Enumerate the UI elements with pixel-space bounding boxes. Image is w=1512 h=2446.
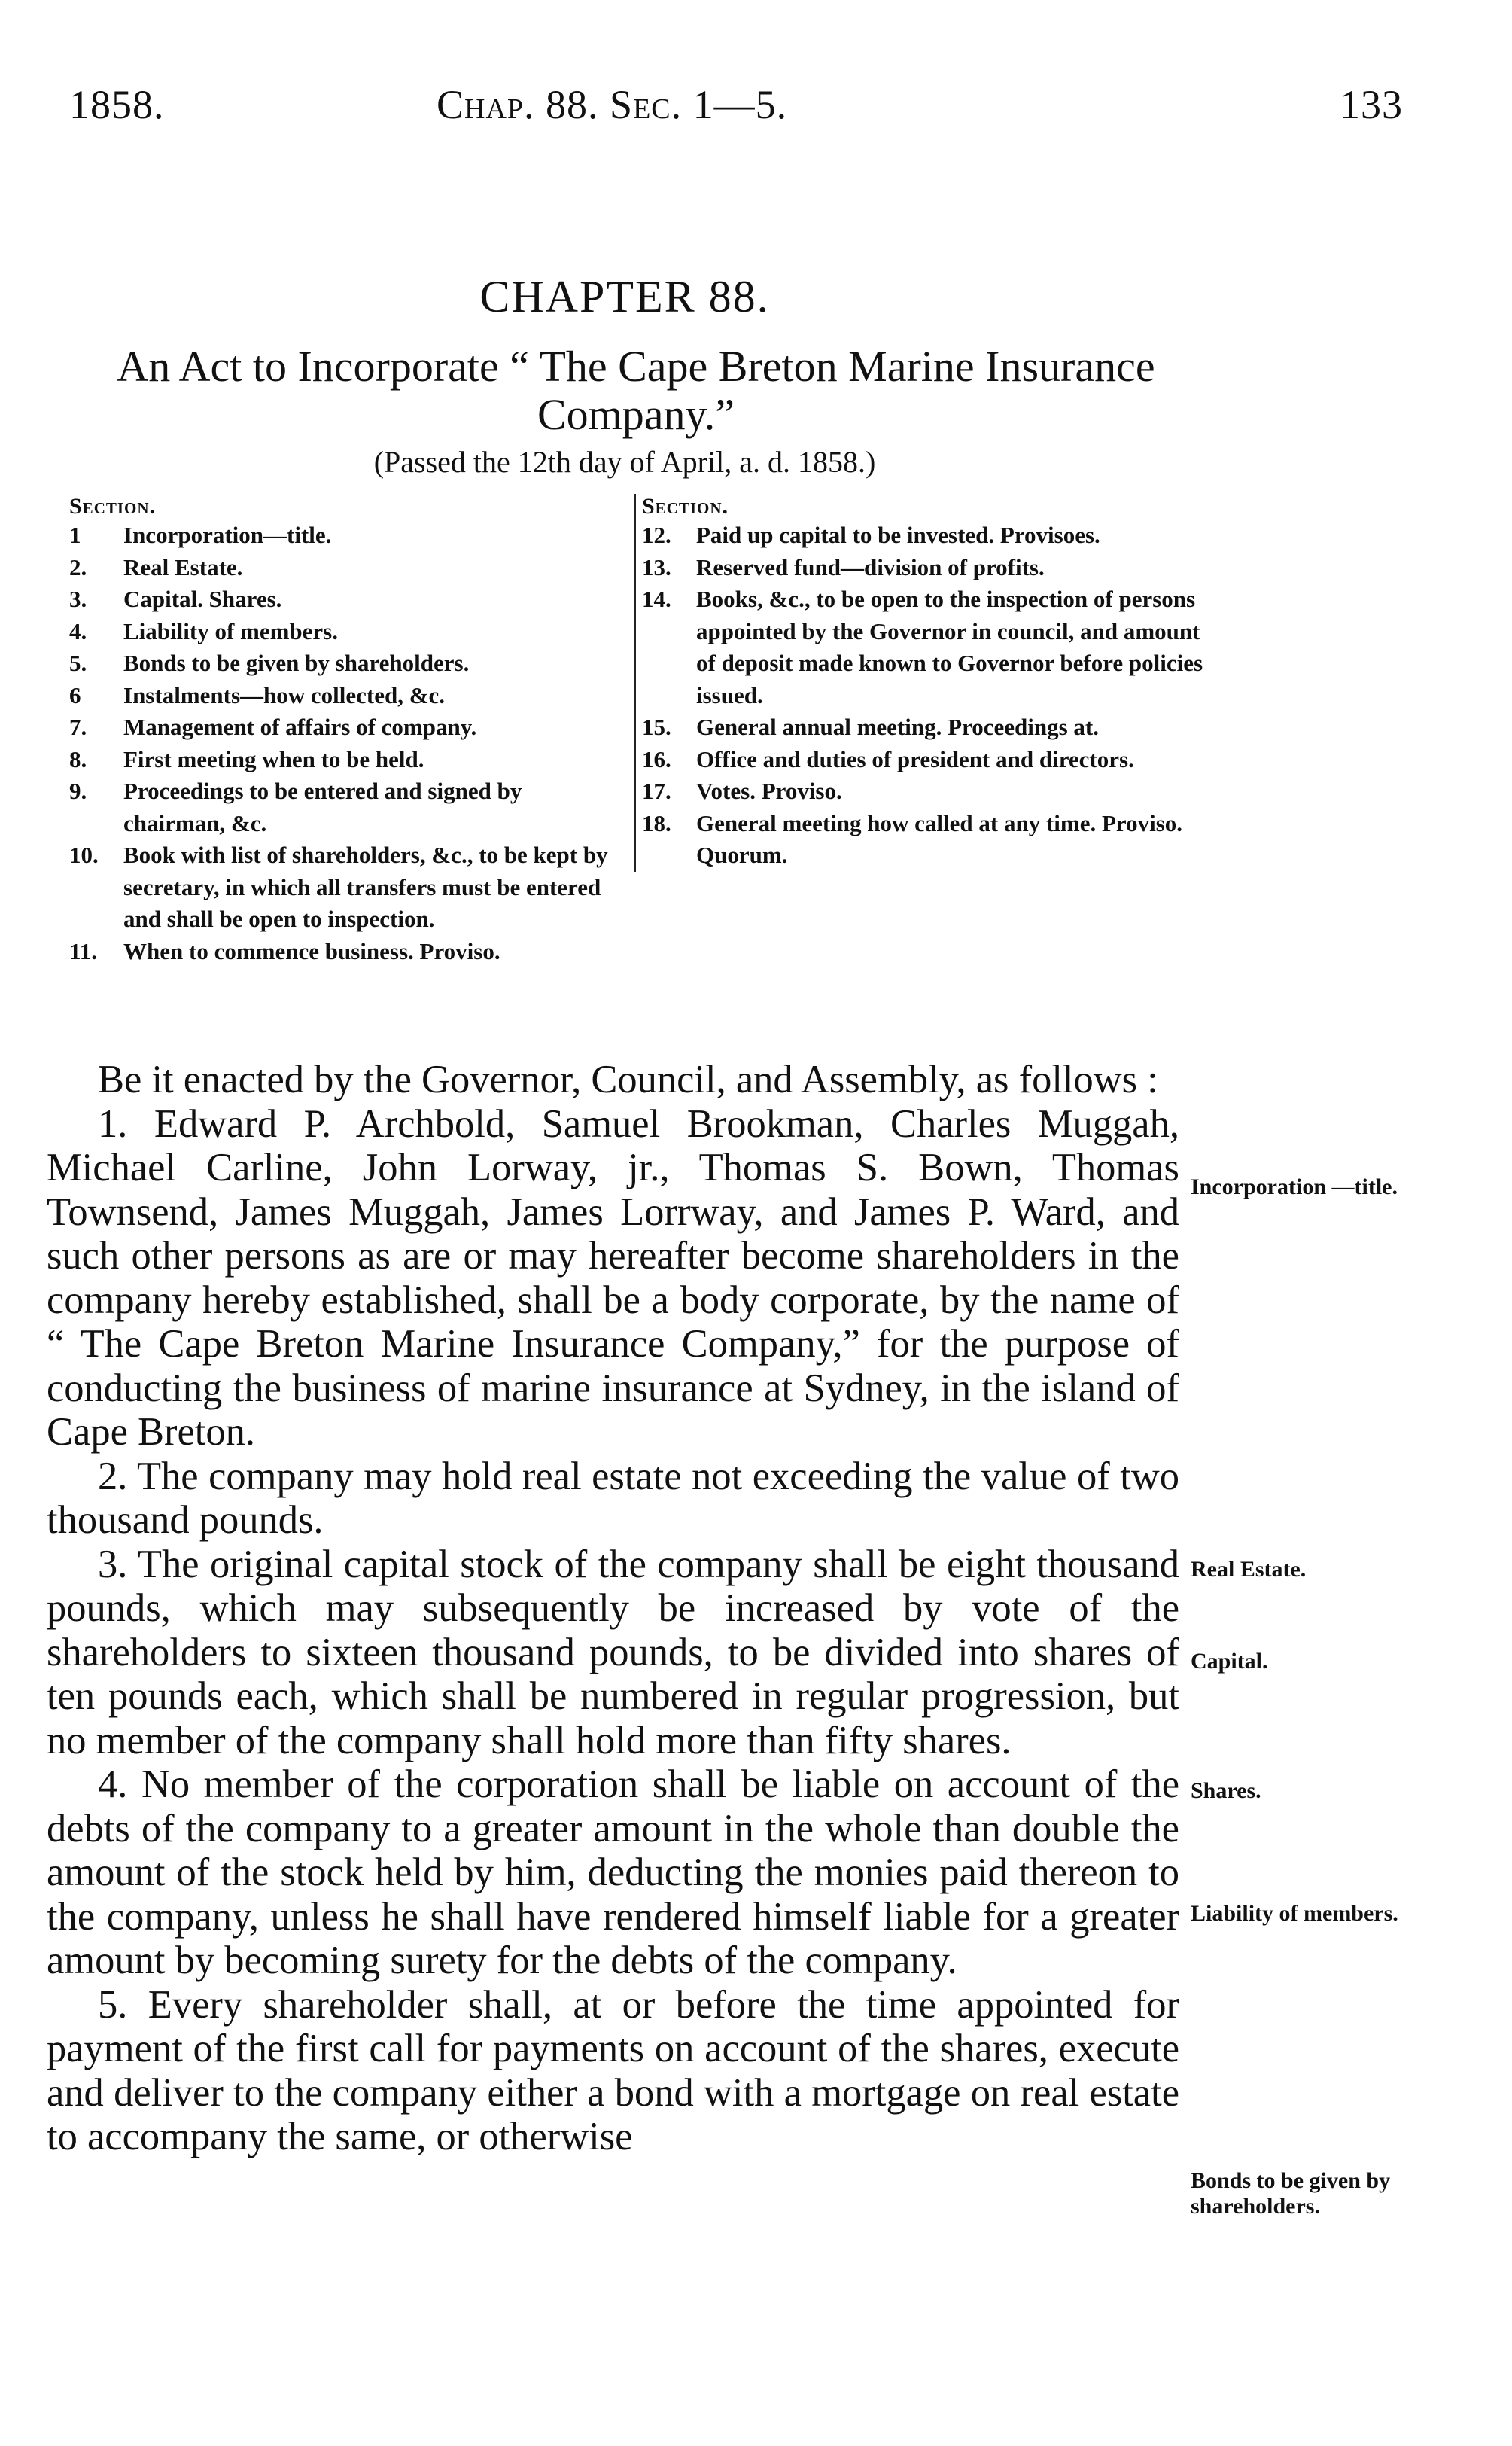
section-paragraph bbox=[47, 1102, 1179, 1455]
section-paragraph bbox=[47, 1762, 1179, 1983]
margin-note-bonds: Bonds to be given by shareholders. bbox=[1191, 2168, 1391, 2219]
section-index-text: Incorporation—title. bbox=[123, 522, 332, 548]
section-index-text: Votes. Proviso. bbox=[696, 778, 842, 804]
section-index-number: 7. bbox=[69, 714, 87, 740]
section-index-heading: Section. bbox=[69, 494, 157, 519]
section-index-text: Instalments—how collected, &c. bbox=[123, 681, 446, 708]
section-index-text: Bonds to be given by shareholders. bbox=[123, 650, 470, 676]
chapter-title: CHAPTER 88. bbox=[479, 272, 770, 321]
section-text: Edward P. Archbold, Samuel Brookman, Charles Muggah, Michael Carline, John Lorway, jr., Thomas S. Bown, Thomas Townsend, James Muggah, James Lorrway, and James P. Ward, and such other persons as are or may hereafter become shareholders in the company hereby established, shall be a body corporate, by the name of “ The Cape Breton Marine Insurance Company,” for the purpose of conducting the business of marine insurance at Sydney, in the island of Cape Breton. bbox=[47, 1101, 1179, 1454]
section-index-number: 14. bbox=[642, 586, 671, 612]
page-number: 133 bbox=[1340, 82, 1403, 127]
passed-date: (Passed the 12th day of April, a. d. 1858.) bbox=[373, 445, 876, 479]
section-index-entry bbox=[69, 583, 619, 616]
section-index-number: 13. bbox=[642, 553, 671, 580]
section-index-entry bbox=[642, 583, 1214, 711]
section-text: The company may hold real estate not exceeding the value of two thousand pounds. bbox=[47, 1454, 1179, 1542]
section-index-heading: Section. bbox=[642, 494, 729, 519]
section-index-number: 5. bbox=[69, 650, 87, 676]
section-number: 1. bbox=[98, 1101, 128, 1146]
section-index-text: Liability of members. bbox=[123, 617, 338, 644]
margin-note-incorporation: Incorporation —title. bbox=[1191, 1174, 1398, 1199]
section-index-text: General meeting how called at any time. Proviso. Quorum. bbox=[696, 809, 1183, 868]
section-index-text: Real Estate. bbox=[123, 553, 243, 580]
section-index-entry bbox=[69, 775, 619, 839]
section-index-number: 8. bbox=[69, 745, 87, 772]
section-index-number: 11. bbox=[69, 937, 98, 964]
section-index-entry bbox=[69, 519, 619, 552]
header-year: 1858. bbox=[69, 82, 165, 127]
section-index-number: 9. bbox=[69, 778, 87, 804]
section-index-entry bbox=[642, 744, 1214, 776]
enacting-clause: Be it enacted by the Governor, Council, and Assembly, as follows : bbox=[98, 1058, 1158, 1101]
section-index-number: 2. bbox=[69, 553, 87, 580]
section-index-number: 10. bbox=[69, 842, 99, 868]
section-paragraph bbox=[47, 1543, 1179, 1763]
section-index-entry bbox=[69, 936, 619, 968]
section-index-number: 4. bbox=[69, 617, 87, 644]
section-index-entry bbox=[642, 552, 1214, 584]
section-index-text: Proceedings to be entered and signed by chairman, &c. bbox=[123, 778, 522, 836]
section-index-number: 12. bbox=[642, 522, 671, 548]
section-index-entry bbox=[69, 552, 619, 584]
section-number: 2. bbox=[98, 1454, 128, 1498]
act-title: An Act to Incorporate “ The Cape Breton Marine Insurance Company.” bbox=[117, 342, 1155, 439]
section-index-entry bbox=[69, 744, 619, 776]
section-index-text: General annual meeting. Proceedings at. bbox=[696, 714, 1099, 740]
section-text: Every shareholder shall, at or before the time appointed for payment of the first call for payments on account of the shares, execute and deliver to the company either a bond with a mortgage on real estate to accompany the same, or otherwise bbox=[47, 1982, 1180, 2158]
section-index-entry bbox=[69, 680, 619, 712]
section-index-number: 17. bbox=[642, 778, 671, 804]
section-index-text: Office and duties of president and directors. bbox=[696, 745, 1134, 772]
section-index-entry bbox=[69, 616, 619, 648]
section-index-entry bbox=[69, 711, 619, 744]
section-index-text: Capital. Shares. bbox=[123, 586, 282, 612]
section-text: The original capital stock of the company shall be eight thousand pounds, which may subsequently be increased by vote of the shareholders to sixteen thousand pounds, to be divided into shares of ten pounds each, which shall be numbered in regular progression, but no member of the company shall hold more than fifty shares. bbox=[47, 1542, 1179, 1762]
section-paragraph bbox=[47, 1455, 1179, 1543]
section-number: 4. bbox=[98, 1762, 128, 1806]
margin-note-liability: Liability of members. bbox=[1191, 1901, 1398, 1926]
margin-note-real-estate: Real Estate. bbox=[1191, 1557, 1307, 1582]
section-index-number: 3. bbox=[69, 586, 87, 612]
section-index-text: Management of affairs of company. bbox=[123, 714, 477, 740]
section-index-text: Reserved fund—division of profits. bbox=[696, 553, 1045, 580]
section-index-number: 1 bbox=[69, 522, 81, 548]
section-number: 5. bbox=[98, 1982, 128, 2027]
margin-note-capital: Capital. bbox=[1191, 1649, 1268, 1674]
section-index-entry bbox=[642, 775, 1214, 808]
section-number: 3. bbox=[98, 1542, 128, 1586]
header-chapter-reference: Chap. 88. Sec. 1—5. bbox=[437, 82, 788, 127]
section-index-text: When to commence business. Proviso. bbox=[123, 937, 500, 964]
section-index-left bbox=[69, 494, 619, 967]
section-text: No member of the corporation shall be liable on account of the debts of the company to a greater amount in the whole than double the amount of the stock held by him, deducting the monies paid thereon to the company, unless he shall have rendered himself liable for a greater amount by becoming surety for the debts of the company. bbox=[47, 1762, 1179, 1982]
section-index-entry bbox=[642, 711, 1214, 744]
section-index-number: 6 bbox=[69, 681, 81, 708]
section-paragraph bbox=[47, 1983, 1179, 2159]
margin-note-shares: Shares. bbox=[1191, 1778, 1261, 1803]
section-index-number: 16. bbox=[642, 745, 671, 772]
section-index-entry bbox=[642, 808, 1214, 872]
section-index-right bbox=[634, 494, 1214, 872]
act-body bbox=[47, 1058, 1179, 2159]
section-index-text: Book with list of shareholders, &c., to be kept by secretary, in which all transfers must be entered and shall be open to inspection. bbox=[123, 842, 608, 932]
section-index-entry bbox=[642, 519, 1214, 552]
section-index-entry bbox=[69, 839, 619, 936]
section-index-text: First meeting when to be held. bbox=[123, 745, 424, 772]
section-index-number: 18. bbox=[642, 809, 671, 836]
section-index-number: 15. bbox=[642, 714, 671, 740]
section-index-text: Books, &c., to be open to the inspection of persons appointed by the Governor in council, and amount of deposit made known to Governor before policies issued. bbox=[696, 586, 1203, 708]
section-index-entry bbox=[69, 647, 619, 680]
section-index-text: Paid up capital to be invested. Provisoes. bbox=[696, 522, 1100, 548]
